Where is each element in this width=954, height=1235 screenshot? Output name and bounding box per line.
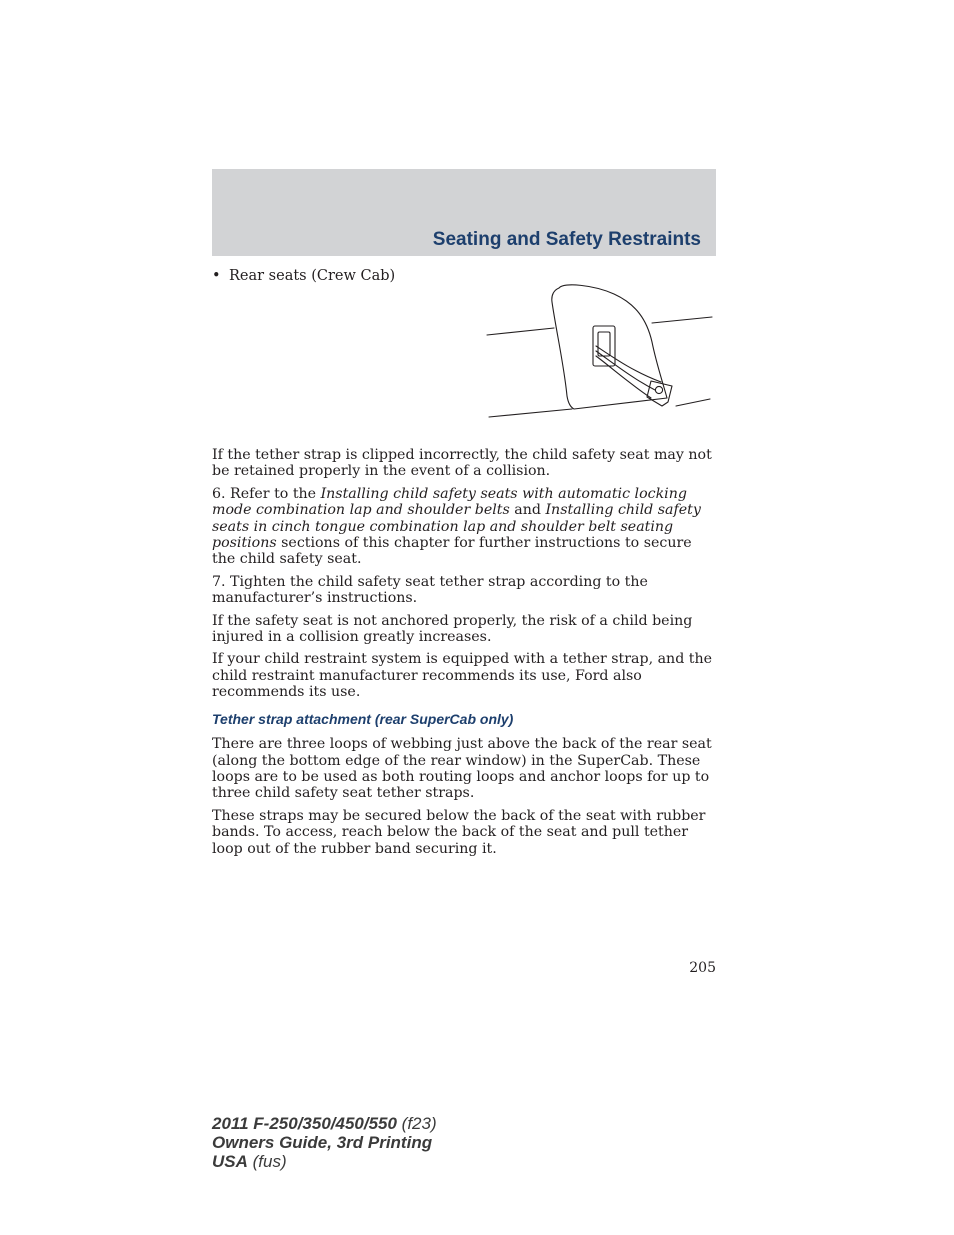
footer-line-market bbox=[212, 1152, 437, 1171]
bullet-item bbox=[212, 268, 395, 285]
document-footer bbox=[212, 1114, 437, 1171]
bullet-text: Rear seats (Crew Cab) bbox=[229, 268, 396, 284]
anchor-slot bbox=[598, 332, 610, 356]
paragraph-step-6 bbox=[212, 486, 716, 568]
step-6-reference-automatic-locking: Installing child safety seats with automatic locking mode combination lap and shoulder belts bbox=[212, 485, 687, 519]
seat-edge-line-upper-right bbox=[652, 317, 712, 323]
step-6-tail: sections of this chapter for further instructions to secure the child safety seat. bbox=[212, 535, 692, 568]
seat-back-panel bbox=[552, 285, 667, 409]
paragraph-rubber-bands: These straps may be secured below the back of the seat with rubber bands. To access, reach below the back of the seat and pull tether loop out of the rubber band securing it. bbox=[212, 807, 706, 857]
bullet-symbol: • bbox=[212, 268, 221, 284]
page-number: 205 bbox=[689, 960, 716, 976]
paragraph-step-7: 7. Tighten the child safety seat tether strap according to the manufacturer’s instructions. bbox=[212, 573, 648, 607]
footer-model: 2011 F-250/350/450/550 bbox=[212, 1114, 397, 1133]
tether-strap-edge-middle bbox=[596, 351, 655, 390]
seat-edge-line-lower-left bbox=[489, 409, 572, 417]
footer-line-model bbox=[212, 1114, 437, 1133]
step-6-reference-cinch-tongue: Installing child safety seats in cinch tongue combination lap and shoulder belt seating positions bbox=[212, 502, 701, 552]
tether-anchor-illustration bbox=[484, 280, 714, 422]
tether-strap-edge-bottom bbox=[596, 356, 651, 398]
sub-heading-supercab: Tether strap attachment (rear SuperCab only) bbox=[212, 710, 514, 727]
step-6-join: and bbox=[509, 502, 546, 519]
section-title: Seating and Safety Restraints bbox=[432, 229, 701, 250]
paragraph-tether-recommendation: If your child restraint system is equipped with a tether strap, and the child restraint manufacturer recommends its use, Ford also recommends its use. bbox=[212, 651, 713, 701]
paragraph-tether-warning: If the tether strap is clipped incorrectly, the child safety seat may not be retained properly in the event of a collision. bbox=[212, 447, 712, 480]
footer-line-edition: Owners Guide, 3rd Printing bbox=[212, 1133, 433, 1152]
header-band bbox=[212, 169, 716, 256]
tether-hook-hole bbox=[655, 386, 662, 393]
seat-edge-line-upper-left bbox=[487, 328, 554, 335]
footer-market: USA bbox=[212, 1152, 248, 1171]
paragraph-webbing-loops: There are three loops of webbing just above the back of the rear seat (along the bottom edge of the rear window) in the SuperCab. These loops are to be used as both routing loops and anchor loops for up to three child safety seat tether straps. bbox=[212, 736, 712, 802]
step-6-lead: 6. Refer to the bbox=[212, 485, 321, 502]
paragraph-anchor-risk: If the safety seat is not anchored properly, the risk of a child being injured in a collision greatly increases. bbox=[212, 612, 693, 646]
footer-market-code: (fus) bbox=[247, 1152, 287, 1171]
seat-edge-line-lower-right bbox=[676, 399, 710, 406]
body-text bbox=[212, 447, 716, 863]
footer-model-code: (f23) bbox=[396, 1114, 437, 1133]
